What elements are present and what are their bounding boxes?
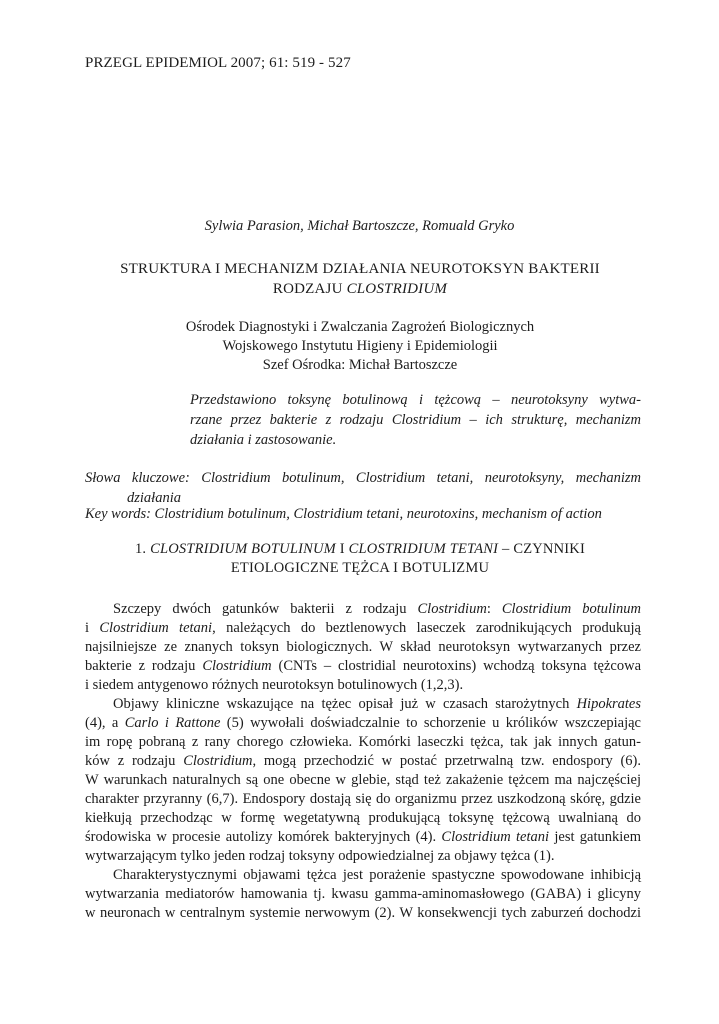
authors: Sylwia Parasion, Michał Bartoszcze, Romuald Gryko [204,218,515,234]
journal-reference: PRZEGL EPIDEMIOL 2007; 61: 519 - 527 [85,55,351,71]
text-line: wytwarzającym tylko jeden rodzaj toksyny odpowiedzialnej za objawy tężca (1). [85,848,555,864]
keywords-polish [85,468,641,508]
text-line: kiełkują przechodząc w formę wegetatywną produkującą toksynę tężcową uwalnianą do [85,810,641,826]
text-line: najsilniejsze ze znanych toksyn biologicznych. W skład neurotoksyn wytwarzanych przez [85,639,641,655]
article-title [80,259,640,299]
text-line: środowiska w procesie autolizy komórek bakteryjnych (4). Clostridium tetani jest gatunkiem [85,829,641,845]
text-line: Charakterystycznymi objawami tężca jest porażenie spastyczne spowodowane inhibicją [113,867,641,883]
body-text [85,600,641,923]
title-line-2: RODZAJU CLOSTRIDIUM [272,281,448,297]
text-line: wytwarzania mediatorów hamowania tj. kwasu gamma-aminomasłowego (GABA) i glicyny [85,886,641,902]
text-line: w neuronach w centralnym systemie nerwowym (2). W konsekwencji tych zaburzeń dochodzi [85,905,641,921]
text-line: charakter przyranny (6,7). Endospory dostają się do organizmu przez uszkodzoną skórę, gdzie [85,791,641,807]
abstract-line: działania i zastosowanie. [190,432,337,448]
institution-line-3: Szef Ośrodka: Michał Bartoszcze [262,357,458,373]
text-line: i siedem antygenowo różnych neurotoksyn botulinowych (1,2,3). [85,677,464,693]
genus-name: CLOSTRIDIUM [346,281,448,297]
paragraph-3 [85,866,641,923]
text-line: (4), a Carlo i Rattone (5) wywołali doświadczalnie to schorzenie u królików wszczepiając [85,715,641,731]
paragraph-1 [85,600,641,695]
keywords-english: Key words: Clostridium botulinum, Clostridium tetani, neurotoxins, mechanism of action [85,506,602,522]
text-line: Objawy kliniczne wskazujące na tężec opisał już w czasach starożytnych Hipokrates [113,696,641,712]
text-line: Szczepy dwóch gatunków bakterii z rodzaju Clostridium: Clostridium botulinum [113,601,642,617]
text-line: i Clostridium tetani, należących do beztlenowych laseczek zarodnikujących produkują [85,620,641,636]
title-line-1: STRUKTURA I MECHANIZM DZIAŁANIA NEUROTOKSYN BAKTERII [120,261,600,277]
text-line: W warunkach naturalnych są one obecne w glebie, stąd też zakażenie tężcem ma najczęściej [85,772,641,788]
text-line: bakterie z rodzaju Clostridium (CNTs – clostridial neurotoxins) wchodzą toksyna tężcowa [85,658,642,674]
keywords-line: Słowa kluczowe: Clostridium botulinum, Clostridium tetani, neurotoksyny, mechanizm [85,470,641,486]
text-line: ków z rodzaju Clostridium, mogą przechodzić w postać przetrwalną tzw. endospory (6). [85,753,641,769]
abstract-line: Przedstawiono toksynę botulinową i tężcową – neurotoksyny wytwa- [190,392,641,408]
keywords-line: działania [127,490,181,506]
institution-line-2: Wojskowego Instytutu Higieny i Epidemiologii [222,338,498,354]
paragraph-2 [85,695,641,866]
section-heading-line-2: ETIOLOGICZNE TĘŻCA I BOTULIZMU [230,560,490,576]
institution [80,318,640,375]
section-heading-line-1: 1. CLOSTRIDIUM BOTULINUM I CLOSTRIDIUM TETANI – CZYNNIKI [134,541,585,557]
abstract-line: rzane przez bakterie z rodzaju Clostridium – ich strukturę, mechanizm [190,412,641,428]
section-heading [80,540,640,578]
institution-line-1: Ośrodek Diagnostyki i Zwalczania Zagrożeń Biologicznych [185,319,535,335]
text-line: im ropę pobraną z rany chorego człowieka. Komórki laseczki tężca, tak jak innych gatun- [85,734,641,750]
abstract [190,390,641,450]
